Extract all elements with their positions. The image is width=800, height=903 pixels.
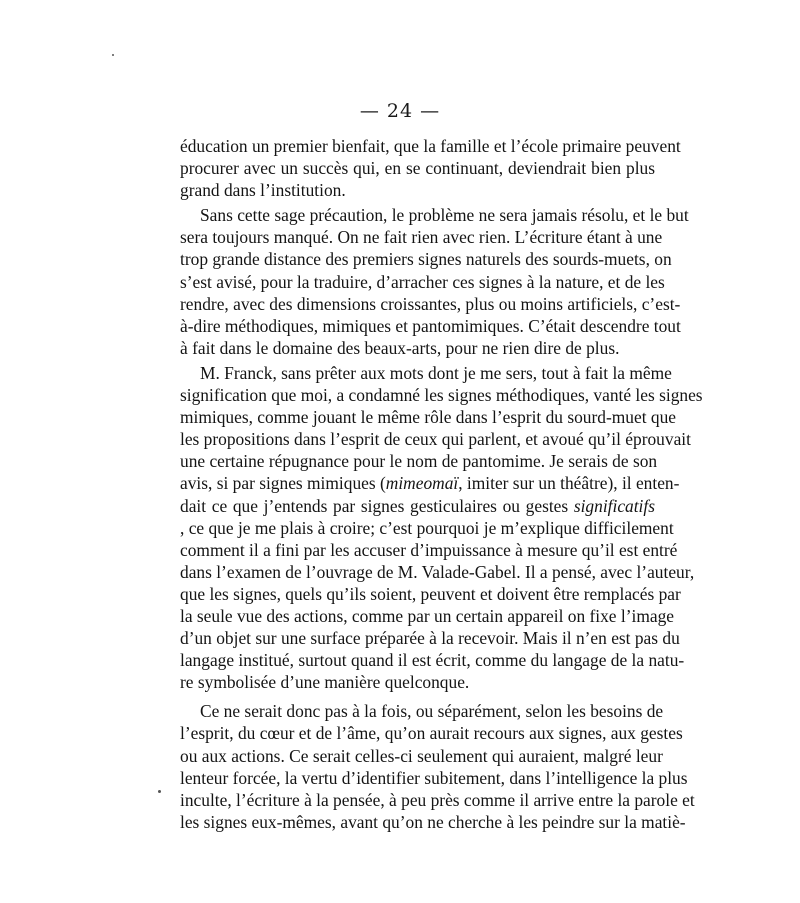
paragraph-1	[180, 135, 681, 201]
text-segment: avis, si par signes mimiques (	[180, 473, 386, 494]
text-line: , ce que je me plais à croire; c’est pourquoi je m’explique difficilement	[180, 517, 674, 538]
text-line: ou aux actions. Ce serait celles-ci seulement qui auraient, malgré leur	[180, 745, 663, 766]
text-segment: dait ce que j’entends par signes gesticulaires ou gestes	[180, 495, 574, 516]
text-line: langage institué, surtout quand il est écrit, comme du langage de la natu-	[180, 650, 685, 671]
paragraph-3	[180, 362, 703, 693]
text-segment: , imiter sur un théâtre), il enten-	[458, 473, 680, 494]
text-line: grand dans l’institution.	[180, 180, 346, 201]
text-line: Ce ne serait donc pas à la fois, ou séparément, selon les besoins de	[200, 701, 664, 722]
text-line: lenteur forcée, la vertu d’identifier subitement, dans l’intelligence la plus	[180, 767, 688, 788]
text-line: re symbolisée d’une manière quelconque.	[180, 672, 470, 693]
text-line: éducation un premier bienfait, que la famille et l’école primaire peuvent	[180, 136, 681, 156]
text-line: mimiques, comme jouant le même rôle dans l’esprit du sourd-muet que	[180, 407, 676, 428]
text-line: trop grande distance des premiers signes naturels des sourds-muets, on	[180, 249, 672, 270]
page-number: — 24 —	[359, 100, 441, 122]
text-line: les propositions dans l’esprit de ceux qui parlent, et avoué qu’il éprouvait	[180, 429, 691, 450]
text-line: une certaine répugnance pour le nom de pantomime. Je serais de son	[180, 451, 658, 472]
text-line: à fait dans le domaine des beaux-arts, pour ne rien dire de plus.	[180, 337, 620, 358]
text-line-with-italic	[180, 472, 680, 494]
text-line-with-italic	[180, 495, 655, 517]
paper-speck	[112, 54, 114, 56]
text-line: M. Franck, sans prêter aux mots dont je me sers, tout à fait la même	[200, 362, 672, 383]
text-line: comment il a fini par les accuser d’impuissance à mesure qu’il est entré	[180, 539, 678, 560]
text-line: dans l’examen de l’ouvrage de M. Valade-Gabel. Il a pensé, avec l’auteur,	[180, 561, 695, 582]
body-text	[180, 135, 703, 833]
paragraph-2	[180, 204, 689, 359]
text-line: Sans cette sage précaution, le problème ne sera jamais résolu, et le but	[200, 205, 689, 226]
text-line: que les signes, quels qu’ils soient, peuvent et doivent être remplacés par	[180, 583, 681, 604]
text-line: à-dire méthodiques, mimiques et pantomimiques. C’était descendre tout	[180, 315, 681, 336]
text-line: procurer avec un succès qui, en se continuant, deviendrait bien plus	[180, 158, 655, 179]
text-line: l’esprit, du cœur et de l’âme, qu’on aurait recours aux signes, aux gestes	[180, 723, 683, 744]
italic-term: mimeomaï	[385, 473, 459, 494]
paragraph-4	[180, 700, 695, 833]
text-line: rendre, avec des dimensions croissantes, plus ou moins artificiels, c’est-	[180, 293, 681, 314]
text-line: inculte, l’écriture à la pensée, à peu près comme il arrive entre la parole et	[180, 789, 695, 810]
italic-term: significatifs	[573, 495, 655, 516]
text-line: la seule vue des actions, comme par un certain appareil on fixe l’image	[180, 605, 674, 626]
text-line: s’est avisé, pour la traduire, d’arracher ces signes à la nature, et de les	[180, 271, 665, 292]
text-line: les signes eux-mêmes, avant qu’on ne cherche à les peindre sur la matiè-	[180, 811, 686, 832]
paper-speck	[158, 790, 161, 793]
text-line: signification que moi, a condamné les signes méthodiques, vanté les signes	[180, 385, 703, 406]
text-line: d’un objet sur une surface préparée à la recevoir. Mais il n’en est pas du	[180, 628, 680, 649]
text-line: sera toujours manqué. On ne fait rien avec rien. L’écriture étant à une	[180, 227, 663, 248]
